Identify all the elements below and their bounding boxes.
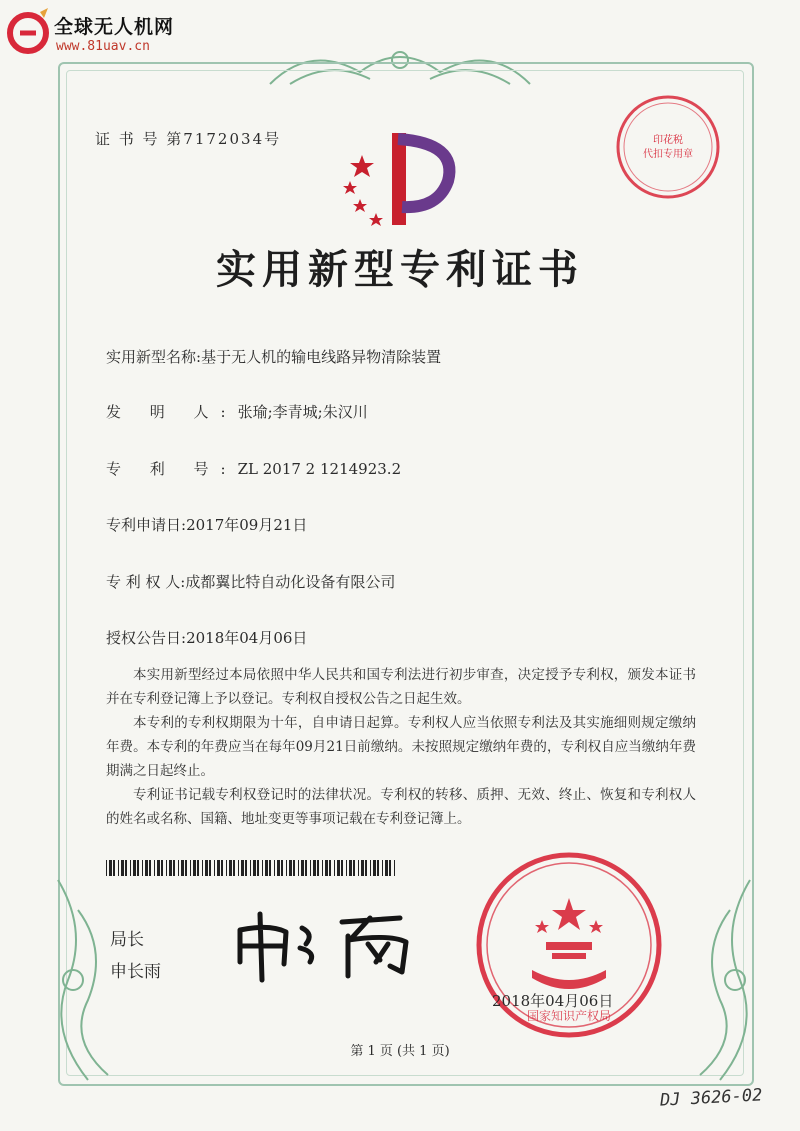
barcode-bar (274, 860, 275, 876)
barcode-bar (325, 860, 328, 876)
barcode-bar (226, 860, 227, 876)
watermark-title: 全球无人机网 (54, 16, 175, 38)
barcode-bar (382, 860, 383, 876)
watermark-url: www.81uav.cn (56, 39, 150, 54)
field-value: 2017年09月21日 (186, 516, 308, 534)
body-paragraph: 本实用新型经过本局依照中华人民共和国专利法进行初步审查，决定授予专利权，颁发本证书并在专利登记簿上予以登记。专利权自授权公告之日起生效。 (106, 667, 696, 707)
barcode-bar (293, 860, 295, 876)
field-value: 张瑜;李青城;朱汉川 (237, 403, 368, 421)
barcode-bar (173, 860, 175, 876)
barcode-bar (281, 860, 283, 876)
barcode-bar (313, 860, 316, 876)
field-value: 2018年04月06日 (186, 629, 308, 647)
barcode-bar (181, 860, 184, 876)
barcode-bar (265, 860, 268, 876)
national-ip-office-seal-icon (474, 850, 664, 1040)
barcode-bar (142, 860, 143, 876)
barcode-bar (214, 860, 215, 876)
barcode-bar (154, 860, 155, 876)
barcode-bar (166, 860, 167, 876)
patent-office-emblem-icon (330, 125, 460, 235)
barcode-bar (145, 860, 148, 876)
barcode-bar (346, 860, 347, 876)
barcode-bar (358, 860, 359, 876)
barcode-bar (286, 860, 287, 876)
body-paragraph: 专利证书记载专利权登记时的法律状况。专利权的转移、质押、无效、终止、恢复和专利权人的姓名或名称、国籍、地址变更等事项记载在专利登记簿上。 (106, 787, 696, 827)
barcode-bar (238, 860, 239, 876)
tax-seal-icon (614, 93, 722, 201)
field-value: 基于无人机的输电线路异物清除装置 (201, 348, 442, 366)
barcode-bar (377, 860, 379, 876)
barcode-bar (113, 860, 115, 876)
field-label: 授权公告日: (106, 629, 187, 647)
barcode-bar (341, 860, 343, 876)
handwritten-reference: DJ 3626-02 (659, 1085, 763, 1111)
barcode-bar (245, 860, 247, 876)
barcode-bar (269, 860, 271, 876)
barcode-bar (334, 860, 335, 876)
barcode-bar (322, 860, 323, 876)
certificate-number: 证 书 号 第7172034号 (95, 130, 282, 148)
body-paragraph: 本专利的专利权期限为十年，自申请日起算。专利权人应当依照专利法及其实施细则规定缴纳年费。本专利的年费应当在每年09月21日前缴纳。未按照规定缴纳年费的，专利权自应当缴纳年费期满之日起终止。 (106, 715, 696, 779)
barcode-bar (301, 860, 304, 876)
barcode-bar (310, 860, 311, 876)
barcode-bar (157, 860, 160, 876)
signer-name: 申长雨 (110, 962, 161, 982)
barcode-bar (385, 860, 388, 876)
barcode-bar (353, 860, 355, 876)
barcode-bar (217, 860, 220, 876)
barcode-bar (349, 860, 352, 876)
seal-date: 2018年04月06日 (492, 992, 614, 1010)
svg-text:代扣专用章: 代扣专用章 (643, 149, 693, 160)
barcode-bar (185, 860, 187, 876)
barcode-bar (125, 860, 127, 876)
barcode-bar (161, 860, 163, 876)
field-label: 专 利 号: (106, 460, 238, 478)
certificate-body (106, 663, 696, 831)
field-utility-model-name (106, 346, 441, 367)
site-watermark (6, 6, 216, 58)
barcode-bar (109, 860, 112, 876)
barcode-icon (106, 860, 396, 876)
barcode-bar (262, 860, 263, 876)
certificate-title: 实用新型专利证书 (216, 246, 584, 293)
field-label: 发 明 人: (106, 403, 238, 421)
field-grant-date (106, 627, 307, 648)
barcode-bar (209, 860, 211, 876)
barcode-bar (221, 860, 223, 876)
barcode-bar (202, 860, 203, 876)
barcode-bar (121, 860, 124, 876)
field-value: ZL 2017 2 1214923.2 (237, 460, 402, 478)
barcode-bar (205, 860, 208, 876)
barcode-bar (257, 860, 259, 876)
barcode-bar (149, 860, 151, 876)
barcode-bar (241, 860, 244, 876)
barcode-bar (197, 860, 199, 876)
field-value: 成都翼比特自动化设备有限公司 (185, 573, 396, 591)
field-patent-holder (106, 571, 395, 592)
page-number: 第 1 页 (共 1 页) (350, 1044, 450, 1059)
barcode-bar (317, 860, 319, 876)
svg-text:国家知识产权局: 国家知识产权局 (526, 1009, 612, 1023)
signer-title: 局长 (110, 930, 144, 950)
barcode-bar (250, 860, 251, 876)
barcode-bar (193, 860, 196, 876)
field-application-date (106, 514, 307, 535)
barcode-bar (365, 860, 367, 876)
barcode-bar (118, 860, 119, 876)
barcode-bar (178, 860, 179, 876)
field-label: 专 利 权 人: (106, 573, 186, 591)
field-label: 专利申请日: (106, 516, 187, 534)
barcode-bar (130, 860, 131, 876)
field-label: 实用新型名称: (106, 348, 202, 366)
barcode-bar (137, 860, 139, 876)
barcode-bar (277, 860, 280, 876)
barcode-bar (253, 860, 256, 876)
handwritten-signature-icon (230, 900, 430, 985)
barcode-bar (337, 860, 340, 876)
barcode-bar (169, 860, 172, 876)
barcode-bar (298, 860, 299, 876)
barcode-bar (229, 860, 232, 876)
barcode-bar (233, 860, 235, 876)
barcode-bar (361, 860, 364, 876)
barcode-bar (106, 860, 107, 876)
barcode-bar (190, 860, 191, 876)
barcode-bar (389, 860, 391, 876)
barcode-bar (133, 860, 136, 876)
field-patent-number (106, 458, 401, 479)
field-inventor (106, 401, 368, 422)
barcode-bar (370, 860, 371, 876)
barcode-bar (394, 860, 395, 876)
barcode-bar (289, 860, 292, 876)
barcode-bar (329, 860, 331, 876)
svg-text:印花税: 印花税 (653, 135, 683, 146)
site-logo-icon (6, 6, 50, 56)
barcode-bar (373, 860, 376, 876)
barcode-bar (305, 860, 307, 876)
